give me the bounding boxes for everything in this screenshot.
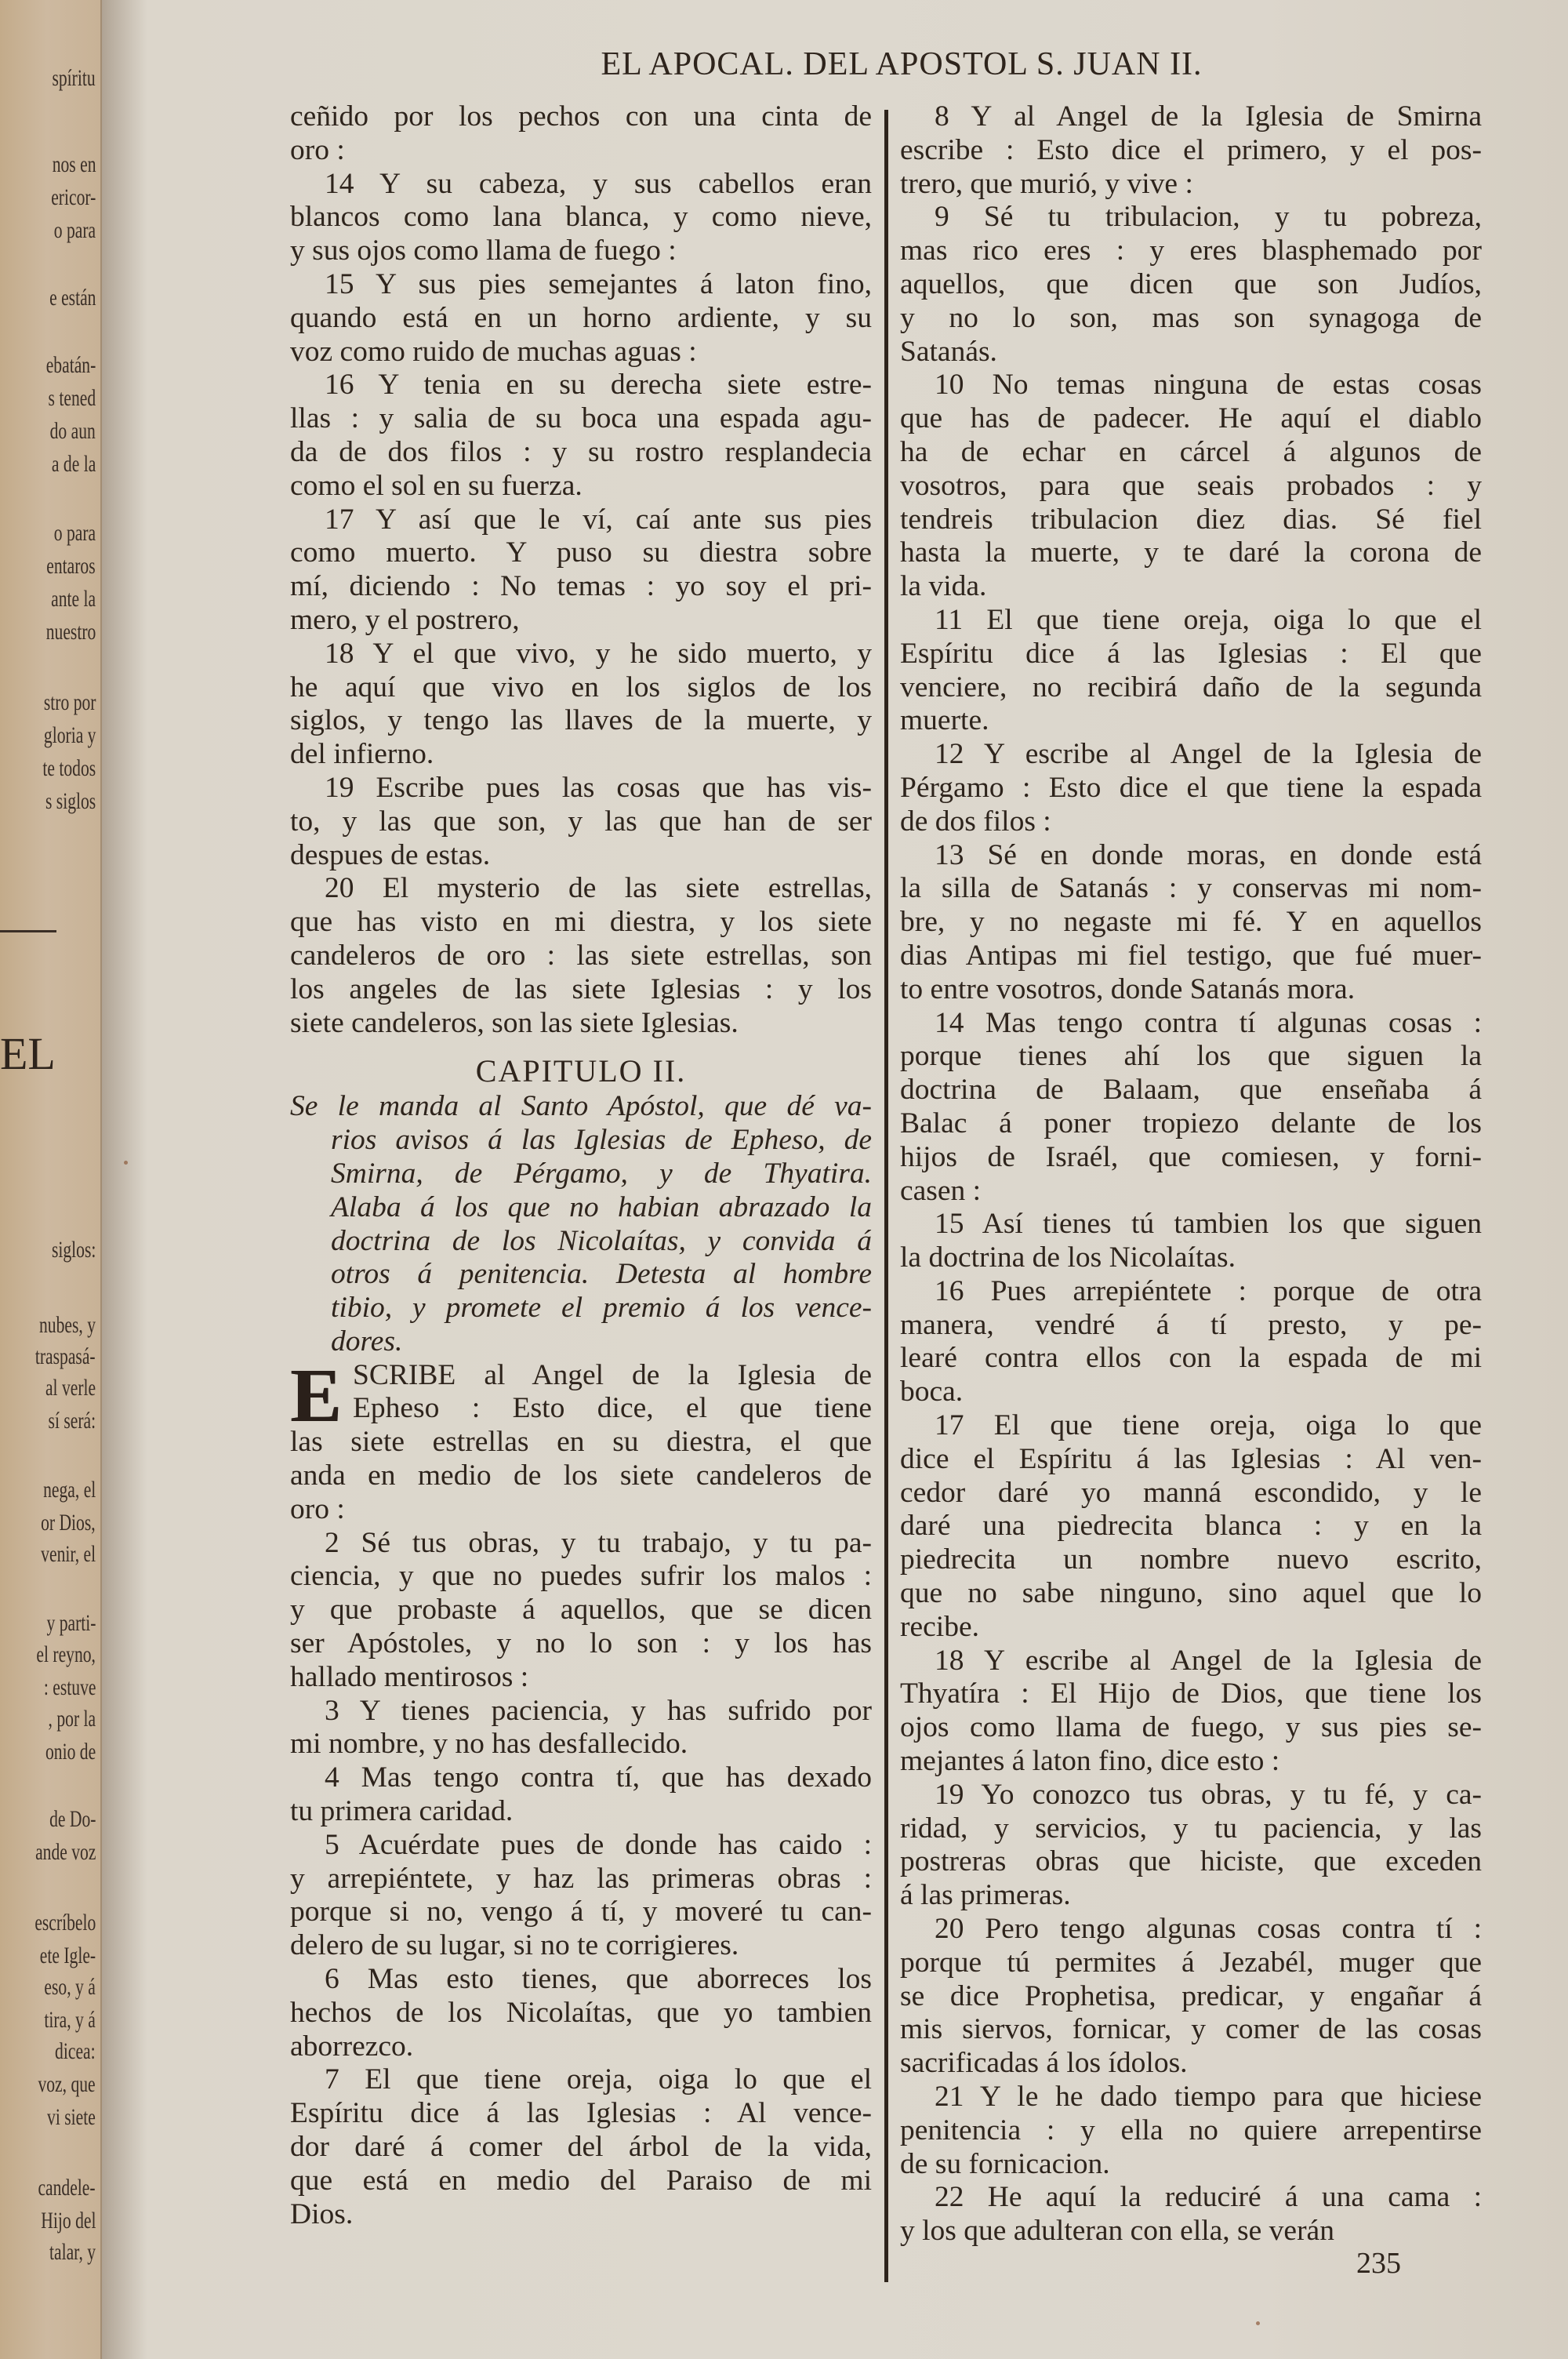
verse-line: 13 Sé en donde moras, en donde está <box>935 838 1482 871</box>
facing-page-fragment: vi siete <box>47 2104 96 2130</box>
facing-page-fragment: entaros <box>46 553 96 579</box>
verse-line: llas : y salia de su boca una espada agu- <box>290 402 872 435</box>
verse-line: 20 El mysterio de las siete estrellas, <box>325 872 872 905</box>
opening-verse <box>290 1353 872 1527</box>
facing-page-edge <box>0 0 102 2359</box>
verse-line: Satanás. <box>900 335 997 368</box>
verse-line: 16 Pues arrepiéntete : porque de otra <box>935 1274 1482 1307</box>
verse-line: trero, que murió, y vive : <box>900 167 1193 200</box>
verse-line: ha de echar en cárcel á algunos de <box>900 435 1482 468</box>
facing-page-fragment: y parti- <box>46 1610 96 1636</box>
verse-line: y que probaste á aquellos, que se dicen <box>290 1594 872 1627</box>
verse-line: la vida. <box>900 570 987 603</box>
verse-line: 20 Pero tengo algunas cosas contra tí : <box>935 1913 1482 1946</box>
verse-line: siete candeleros, son las siete Iglesias. <box>290 1006 739 1039</box>
verse <box>290 369 872 503</box>
verse-line: aquellos, que dicen que son Judíos, <box>900 267 1482 300</box>
verse-line: y sus ojos como llama de fuego : <box>290 234 677 267</box>
verse-line: 12 Y escribe al Angel de la Iglesia de <box>935 738 1482 771</box>
paper-speck <box>1256 2321 1260 2325</box>
verse-line: 14 Y su cabeza, y sus cabellos eran <box>325 167 872 200</box>
verse-line: Epheso : Esto dice, el que tiene <box>353 1392 872 1425</box>
verse-line: voz como ruido de muchas aguas : <box>290 335 697 368</box>
verse <box>290 772 872 872</box>
verse-line: quando está en un horno ardiente, y su <box>290 301 872 334</box>
facing-page-fragment: tira, y á <box>44 2007 96 2033</box>
verse-line: hijos de Israél, que comiesen, y forni- <box>900 1140 1482 1173</box>
verse-line: y arrepiéntete, y haz las primeras obras : <box>290 1862 872 1895</box>
facing-page-fragment: voz, que <box>38 2071 96 2097</box>
verse-line: ojos como llama de fuego, y sus pies se- <box>900 1711 1482 1744</box>
verse-line: learé contra ellos con la espada de mi <box>900 1342 1482 1375</box>
facing-page-fragment: or Dios, <box>41 1510 96 1536</box>
verse-line: dias Antipas mi fiel testigo, que fué muer- <box>900 939 1482 972</box>
verse-line: mejantes á laton fino, dice esto : <box>900 1745 1280 1778</box>
chapter-title: CAPITULO II. <box>475 1053 687 1089</box>
verse-line: to, y las que son, y las que han de ser <box>290 805 872 838</box>
verse-line: la doctrina de los Nicolaítas. <box>900 1241 1236 1274</box>
verse-line: dice el Espíritu á las Iglesias : Al ven- <box>900 1442 1482 1475</box>
verse-line: y no lo son, mas son synagoga de <box>900 301 1482 334</box>
verse-line: tu primera caridad. <box>290 1795 514 1828</box>
verse-line: 16 Y tenia en su derecha siete estre- <box>325 369 872 402</box>
facing-page-fragment: stro por <box>43 689 96 715</box>
verse-line: mí, diciendo : No temas : yo soy el pri- <box>290 570 872 603</box>
verse-line: venciere, no recibirá daño de la segunda <box>900 671 1482 703</box>
facing-page-fragment: nuestro <box>45 619 96 645</box>
verse-line: porque tienes ahí los que siguen la <box>900 1040 1482 1073</box>
verse-line: hechos de los Nicolaítas, que yo tambien <box>290 1996 872 2029</box>
verse-line: que está en medio del Paraiso de mi <box>290 2164 872 2197</box>
verse-line: 3 Y tienes paciencia, y has sufrido por <box>325 1694 872 1727</box>
verse-line: SCRIBE al Angel de la Iglesia de <box>353 1358 872 1391</box>
facing-page-fragment: al verle <box>45 1375 96 1401</box>
facing-page-fragment: nega, el <box>42 1477 96 1503</box>
verse-line: recibe. <box>900 1610 979 1643</box>
facing-page-fragment: venir, el <box>41 1541 96 1567</box>
verse-line: 5 Acuérdate pues de donde has caido : <box>325 1828 872 1861</box>
facing-page-fragment: , por la <box>48 1706 96 1732</box>
verse-line: to entre vosotros, donde Satanás mora. <box>900 972 1356 1005</box>
verse <box>290 872 872 1040</box>
verse-line: oro : <box>290 133 345 166</box>
verse <box>290 100 872 168</box>
verse-line: las siete estrellas en su diestra, el que <box>290 1426 872 1459</box>
verse-line: bre, y no negaste mi fé. Y en aquellos <box>900 906 1482 939</box>
facing-page-fragment: talar, y <box>49 2239 96 2265</box>
verse <box>900 369 1482 604</box>
verse <box>900 1645 1482 1779</box>
drop-cap: E <box>290 1353 342 1438</box>
verse-line: sacrificadas á los ídolos. <box>900 2047 1188 2080</box>
column-divider <box>884 110 888 2282</box>
verse <box>290 1527 872 1695</box>
facing-page-fragment: ande voz <box>34 1839 96 1865</box>
verse-line: 10 No temas ninguna de estas cosas <box>935 369 1482 402</box>
verse <box>900 1779 1482 1913</box>
verse-line: blancos como lana blanca, y como nieve, <box>290 201 872 234</box>
verse-line: 11 El que tiene oreja, oiga lo que el <box>935 603 1482 636</box>
verse-line: Dios. <box>290 2197 354 2230</box>
gutter-shadow <box>100 0 147 2359</box>
verse-line: dor daré á comer del árbol de la vida, <box>290 2131 872 2164</box>
verse-line: hasta la muerte, y te daré la corona de <box>900 536 1482 569</box>
summary-line: doctrina de los Nicolaítas, y convida á <box>331 1224 872 1257</box>
verse-line: 22 He aquí la reduciré á una cama : <box>935 2181 1482 2214</box>
facing-page-fragment: gloria y <box>43 722 96 748</box>
facing-page-fragment: te todos <box>42 755 96 781</box>
verse-line: escribe : Esto dice el primero, y el pos- <box>900 133 1482 166</box>
verse-line: ciencia, y que no puedes sufrir los malos : <box>290 1560 872 1593</box>
verse-line: doctrina de Balaam, que enseñaba á <box>900 1074 1482 1107</box>
facing-page-fragment: onio de <box>45 1739 96 1765</box>
verse-line: 17 Y así que le ví, caí ante sus pies <box>325 503 872 536</box>
verse-line: penitencia : y ella no quiere arrepentirse <box>900 2114 1482 2146</box>
verse-line: porque tú permites á Jezabél, muger que <box>900 1946 1482 1979</box>
verse <box>900 604 1482 738</box>
facing-page-fragment: e están <box>49 285 96 311</box>
verse <box>290 2063 872 2231</box>
facing-page-fragment: s tened <box>48 385 96 411</box>
verse-line: 17 El que tiene oreja, oiga lo que <box>935 1409 1482 1442</box>
facing-page-fragment: de Do- <box>49 1806 96 1832</box>
verse-line: 8 Y al Angel de la Iglesia de Smirna <box>935 100 1482 133</box>
verse-line: que has visto en mi diestra, y los siete <box>290 906 872 939</box>
summary-line: otros á penitencia. Detesta al hombre <box>331 1258 872 1291</box>
verse <box>900 738 1482 838</box>
verse <box>900 2081 1482 2181</box>
verse-line: mi nombre, y no has desfallecido. <box>290 1728 688 1761</box>
facing-page-fragment: do aun <box>49 418 96 444</box>
facing-page-fragment: s siglos <box>45 788 96 814</box>
left-column <box>290 100 872 2231</box>
facing-page-heading: EL <box>0 1028 56 1079</box>
verse-line: postreras obras que hiciste, que exceden <box>900 1845 1482 1878</box>
verse <box>290 1761 872 1829</box>
facing-page-fragment: escríbelo <box>34 1910 96 1936</box>
verse <box>290 168 872 268</box>
verse <box>290 638 872 772</box>
verse-line: de dos filos : <box>900 805 1051 838</box>
verse-line: Balac á poner tropiezo delante de los <box>900 1107 1482 1140</box>
verse <box>900 1007 1482 1209</box>
verse-line: mis siervos, fornicar, y comer de las cosas <box>900 2013 1482 2046</box>
summary-line: tibio, y promete el premio á los vence- <box>331 1292 872 1325</box>
page-number: 235 <box>1356 2247 1401 2280</box>
verse-line: 18 Y el que vivo, y he sido muerto, y <box>325 637 872 670</box>
verse-line: Espíritu dice á las Iglesias : El que <box>900 637 1482 670</box>
paper-speck <box>124 1161 128 1165</box>
chapter-summary <box>290 1090 872 1358</box>
running-head: EL APOCAL. DEL APOSTOL S. JUAN II. <box>601 46 1203 82</box>
summary-line: dores. <box>331 1325 403 1358</box>
verse <box>290 268 872 369</box>
verse-line: 19 Escribe pues las cosas que has vis- <box>325 771 872 804</box>
facing-page-fragment: eso, y á <box>44 1974 96 2000</box>
verse <box>290 1829 872 1963</box>
verse-line: 4 Mas tengo contra tí, que has dexado <box>325 1761 872 1794</box>
facing-page-fragment: el reyno, <box>36 1641 96 1667</box>
verse <box>900 1275 1482 1409</box>
verse-line: porque si no, vengo á tí, y moveré tu can- <box>290 1896 872 1928</box>
verse-line: la silla de Satanás : y conservas mi nom- <box>900 872 1482 905</box>
facing-page-fragment: ericor- <box>50 184 96 210</box>
right-column <box>900 100 1482 2248</box>
facing-page-fragment: nubes, y <box>39 1312 96 1338</box>
verse-line: ridad, y servicios, y tu paciencia, y las <box>900 1812 1482 1845</box>
verse-line: ceñido por los pechos con una cinta de <box>290 100 872 133</box>
verse-line: boca. <box>900 1376 964 1408</box>
verse <box>900 2181 1482 2248</box>
facing-page-fragment: nos en <box>52 151 96 177</box>
facing-page-fragment: : estuve <box>43 1674 96 1700</box>
verse-line: 15 Así tienes tú tambien los que siguen <box>935 1208 1482 1241</box>
verse-line: vosotros, para que seais probados : y <box>900 469 1482 502</box>
verse-line: oro : <box>290 1492 345 1525</box>
facing-page-fragment: Hijo del <box>40 2208 96 2234</box>
verse-line: 14 Mas tengo contra tí algunas cosas : <box>935 1006 1482 1039</box>
verse-line: se dice Prophetisa, predicar, y engañar á <box>900 1979 1482 2012</box>
verse-line: Espíritu dice á las Iglesias : Al vence- <box>290 2097 872 2130</box>
verse-line: como muerto. Y puso su diestra sobre <box>290 536 872 569</box>
verse <box>900 201 1482 369</box>
verse-line: tendreis tribulacion diez dias. Sé fiel <box>900 503 1482 536</box>
verse-line: hallado mentirosos : <box>290 1660 529 1693</box>
verse-line: casen : <box>900 1174 982 1207</box>
verse-line: del infierno. <box>290 738 434 771</box>
verse <box>900 1409 1482 1645</box>
facing-page-fragment: siglos: <box>51 1237 96 1263</box>
verse-line: 18 Y escribe al Angel de la Iglesia de <box>935 1644 1482 1677</box>
verse-line: da de dos filos : y su rostro resplandecia <box>290 435 872 468</box>
verse-line: á las primeras. <box>900 1879 1071 1912</box>
verse-line: Pérgamo : Esto dice el que tiene la espada <box>900 771 1482 804</box>
verse-line: 19 Yo conozco tus obras, y tu fé, y ca- <box>935 1778 1482 1811</box>
verse-line: de su fornicacion. <box>900 2147 1110 2180</box>
verse-line: delero de su lugar, si no te corrigieres. <box>290 1929 739 1962</box>
verse-line: que no sabe ninguno, sino aquel que lo <box>900 1577 1482 1610</box>
verse-line: despues de estas. <box>290 838 491 871</box>
verse-line: candeleros de oro : las siete estrellas, son <box>290 939 872 972</box>
verse-line: cedor daré yo manná escondido, y le <box>900 1476 1482 1509</box>
verse-line: 15 Y sus pies semejantes á laton fino, <box>325 267 872 300</box>
verse-line: aborrezco. <box>290 2030 414 2063</box>
verse <box>900 1208 1482 1275</box>
verse-line: los angeles de las siete Iglesias : y los <box>290 972 872 1005</box>
verse-line: 6 Mas esto tienes, que aborreces los <box>325 1963 872 1996</box>
verse-line: muerte. <box>900 704 989 737</box>
facing-page-fragment: ebatán- <box>45 352 96 378</box>
verse-line: mero, y el postrero, <box>290 603 520 636</box>
verse-line: piedrecita un nombre nuevo escrito, <box>900 1543 1482 1576</box>
verse-line: 9 Sé tu tribulacion, y tu pobreza, <box>935 201 1482 234</box>
summary-line: Se le manda al Santo Apóstol, que dé va- <box>290 1090 872 1123</box>
verse <box>290 1963 872 2063</box>
facing-page-rule <box>0 930 56 932</box>
facing-page-fragment: o para <box>53 217 96 243</box>
facing-page-fragment: spíritu <box>52 65 96 91</box>
verse-line: 7 El que tiene oreja, oiga lo que el <box>325 2063 872 2096</box>
facing-page-fragment: ante la <box>51 586 96 612</box>
summary-line: Smirna, de Pérgamo, y de Thyatira. <box>331 1157 872 1190</box>
verse-line: he aquí que vivo en los siglos de los <box>290 671 872 703</box>
facing-page-fragment: ete Igle- <box>39 1943 96 1968</box>
verse-line: que has de padecer. He aquí el diablo <box>900 402 1482 435</box>
verse-line: mas rico eres : y eres blasphemado por <box>900 234 1482 267</box>
verse-line: como el sol en su fuerza. <box>290 469 583 502</box>
verse-line: y los que adulteran con ella, se verán <box>900 2215 1334 2248</box>
facing-page-fragment: dicea: <box>55 2038 96 2064</box>
facing-page-fragment: o para <box>53 520 96 546</box>
verse-line: ser Apóstoles, y no lo son : y los has <box>290 1627 872 1660</box>
summary-line: Alaba á los que no habian abrazado la <box>331 1190 872 1223</box>
verse <box>290 503 872 638</box>
verse <box>900 839 1482 1007</box>
verse <box>290 1695 872 1762</box>
verse-line: siglos, y tengo las llaves de la muerte, y <box>290 704 872 737</box>
facing-page-fragment: candele- <box>38 2175 96 2201</box>
facing-page-fragment: sí será: <box>48 1408 96 1434</box>
verse-line: Thyatíra : El Hijo de Dios, que tiene los <box>900 1677 1482 1710</box>
verse-line: manera, vendré á tí presto, y pe- <box>900 1308 1482 1341</box>
verse <box>900 1913 1482 2081</box>
summary-line: rios avisos á las Iglesias de Epheso, de <box>331 1124 872 1157</box>
verse-line: 21 Y le he dado tiempo para que hiciese <box>935 2081 1482 2114</box>
verse <box>900 100 1482 201</box>
verse-line: 2 Sé tus obras, y tu trabajo, y tu pa- <box>325 1526 872 1559</box>
facing-page-fragment: traspasá- <box>35 1343 96 1369</box>
verse-line: anda en medio de los siete candeleros de <box>290 1459 872 1492</box>
facing-page-fragment: a de la <box>51 451 96 477</box>
verse-line: daré una piedrecita blanca : y en la <box>900 1510 1482 1543</box>
